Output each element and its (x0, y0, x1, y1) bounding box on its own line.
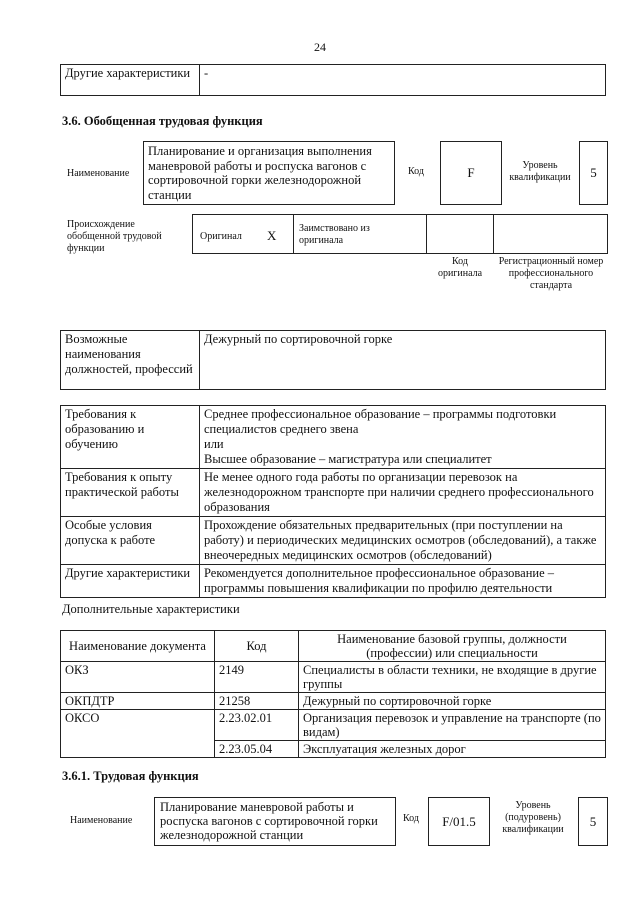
row-code: 2.23.05.04 (215, 741, 299, 758)
sub-code-value: F/01.5 (442, 813, 476, 829)
borrowed-label: Заимствовано из оригинала (299, 223, 370, 246)
reg-number-label: Регистрационный номер профессионального стандарта (498, 256, 604, 291)
requirement-label: Требования к образованию и обучению (61, 406, 200, 469)
level-box (579, 141, 608, 205)
page-number: 24 (314, 40, 326, 54)
row-document: ОКЗ (61, 662, 215, 693)
requirement-label: Другие характеристики (61, 565, 200, 598)
other-characteristics-table (60, 64, 606, 96)
requirements-table (60, 405, 606, 598)
table-row (61, 693, 606, 710)
other-characteristics-label: Другие характеристики (61, 65, 200, 96)
requirement-label: Требования к опыту практической работы (61, 469, 200, 517)
original-mark: X (267, 228, 277, 243)
sub-function-name-value: Планирование маневровой работы и роспуска вагонов с сортировочной горки железнодорожной станции (160, 800, 378, 842)
requirement-row (61, 469, 606, 517)
sub-level-value: 5 (589, 813, 597, 829)
section-title: 3.6. Обобщенная трудовая функция (62, 114, 263, 128)
origin-divider-3 (493, 215, 494, 253)
requirement-row (61, 565, 606, 598)
level-value: 5 (590, 165, 597, 180)
origin-divider-1 (293, 215, 294, 253)
level-label: Уровень квалификации (509, 160, 571, 183)
requirement-row (61, 517, 606, 565)
origin-box (192, 214, 608, 254)
origin-divider-2 (426, 215, 427, 253)
original-label: Оригинал (200, 231, 242, 242)
additional-title: Дополнительные характеристики (62, 602, 240, 616)
sub-code-label: Код (403, 813, 419, 824)
row-document: ОКПДТР (61, 693, 215, 710)
sub-level-label: Уровень (подуровень) квалификации (502, 800, 564, 835)
requirement-row (61, 406, 606, 469)
positions-table (60, 330, 606, 390)
sub-name-label: Наименование (70, 815, 133, 826)
header-code: Код (215, 631, 299, 662)
requirement-value: Не менее одного года работы по организации перевозок на железнодорожном транспорте при наличии среднего профессионального образования (200, 469, 606, 517)
subsection-title: 3.6.1. Трудовая функция (62, 769, 199, 783)
name-label: Наименование (67, 168, 130, 179)
function-name-value: Планирование и организация выполнения маневровой работы и роспуска вагонов с сортировочной горки железнодорожной станции (148, 144, 372, 202)
row-name: Специалисты в области техники, не входящие в другие группы (299, 662, 606, 693)
other-characteristics-value: - (200, 65, 606, 96)
positions-value: Дежурный по сортировочной горке (200, 331, 606, 390)
code-value: F (467, 165, 475, 180)
additional-table (60, 630, 606, 758)
table-row (61, 710, 606, 741)
requirement-label: Особые условия допуска к работе (61, 517, 200, 565)
requirement-value: Среднее профессиональное образование – программы подготовки специалистов среднего звена или Высшее образование – магистратура или специалитет (200, 406, 606, 469)
row-name: Дежурный по сортировочной горке (299, 693, 606, 710)
code-label: Код (408, 166, 424, 177)
row-code: 21258 (215, 693, 299, 710)
row-code: 2.23.02.01 (215, 710, 299, 741)
table-row (61, 662, 606, 693)
function-name-box (143, 141, 395, 205)
row-code: 2149 (215, 662, 299, 693)
requirement-value: Прохождение обязательных предварительных (при поступлении на работу) и периодических медицинских осмотров (обследований), а также внеочередных медицинских осмотров (обследований) (200, 517, 606, 565)
additional-header-row (61, 631, 606, 662)
origin-label: Происхождение обобщенной трудовой функции (67, 219, 162, 254)
sub-code-box (428, 797, 490, 846)
sub-level-box (578, 797, 608, 846)
requirement-value: Рекомендуется дополнительное профессиональное образование – программы повышения квалификации по профилю деятельности (200, 565, 606, 598)
header-name: Наименование базовой группы, должности (профессии) или специальности (299, 631, 606, 662)
header-document: Наименование документа (61, 631, 215, 662)
code-original-label: Код оригинала (437, 256, 483, 279)
row-document: ОКСО (61, 710, 215, 758)
row-name: Эксплуатация железных дорог (299, 741, 606, 758)
row-name: Организация перевозок и управление на транспорте (по видам) (299, 710, 606, 741)
code-box (440, 141, 502, 205)
positions-label: Возможные наименования должностей, профессий (61, 331, 200, 390)
sub-function-name-box (154, 797, 396, 846)
